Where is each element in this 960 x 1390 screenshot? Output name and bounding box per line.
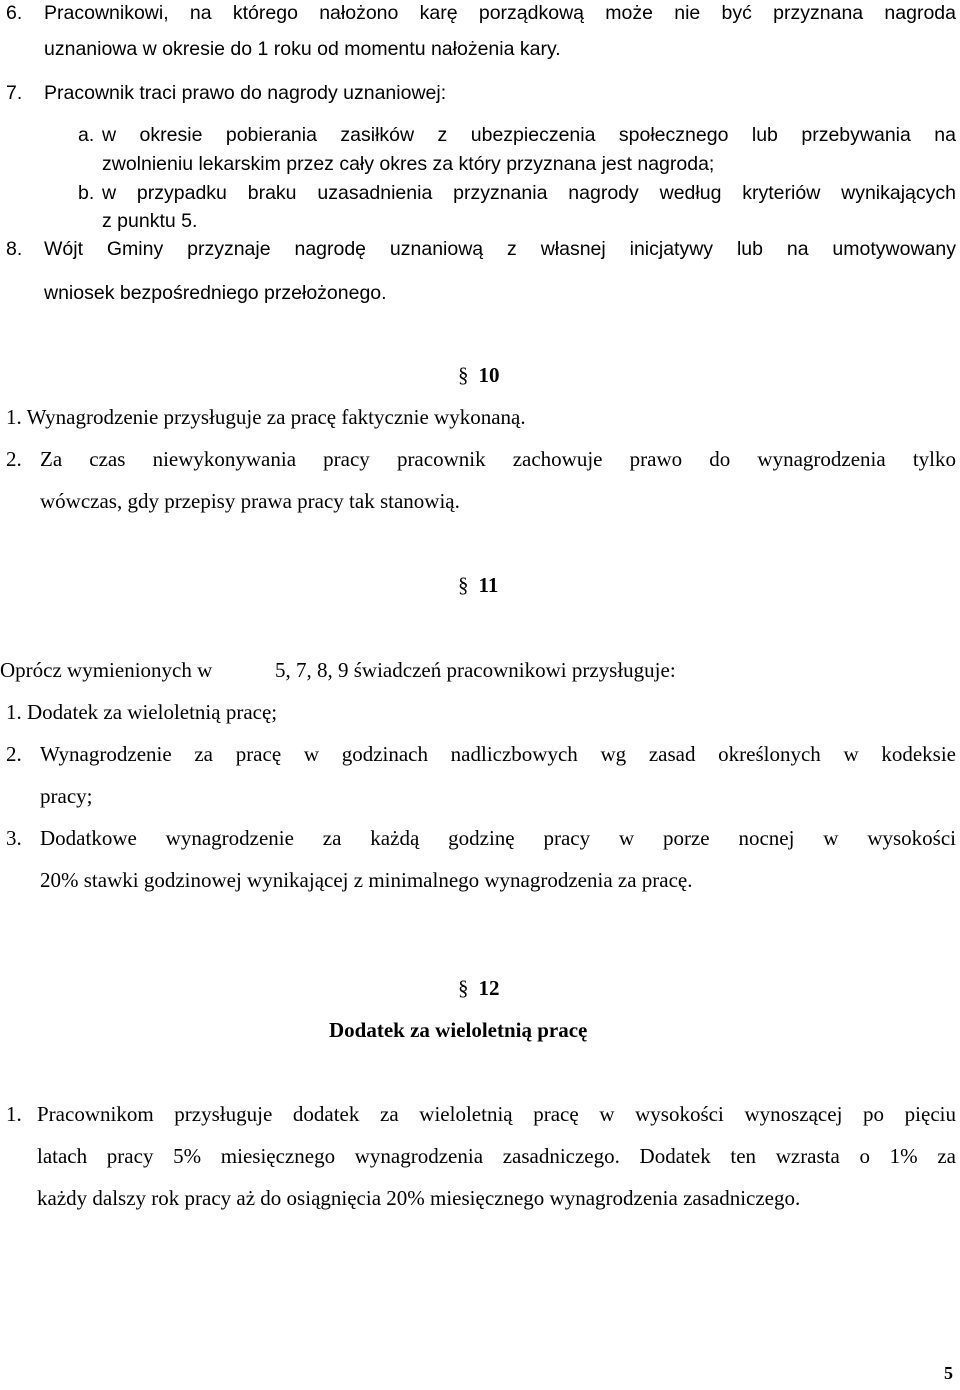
section-12-item-1-line-3: każdy dalszy rok pracy aż do osiągnięcia 20% miesięcznego wynagrodzenia zasadniczego. [37,1186,801,1210]
item-7a-line-2: zwolnieniu lekarskim przez cały okres za który przyznana jest nagroda; [102,153,715,175]
section-12-item-1-line-1: Pracownikom przysługuje dodatek za wieloletnią pracę w wysokości wynoszącej po pięciu [37,1102,956,1126]
item-8-line-2: wniosek bezpośredniego przełożonego. [44,282,387,304]
item-6-line-1: Pracownikowi, na którego nałożono karę porządkową może nie być przyznana nagroda [44,2,956,24]
section-10-item-1: 1. Wynagrodzenie przysługuje za pracę faktycznie wykonaną. [6,405,526,429]
item-7a-line-1: w okresie pobierania zasiłków z ubezpieczenia społecznego lub przebywania na [102,124,956,146]
section-symbol: § [458,363,469,387]
section-10-number: 10 [478,363,500,387]
section-10-heading [458,362,500,388]
section-12-heading [458,975,500,1001]
section-11-item-3-line-2: 20% stawki godzinowej wynikającej z minimalnego wynagrodzenia za pracę. [40,868,693,892]
section-11-intro-part-1: Oprócz wymienionych w [0,658,213,682]
section-11-item-3-number: 3. [6,826,22,850]
section-10-item-2-number: 2. [6,447,22,471]
item-7b-line-1: w przypadku braku uzasadnienia przyznania nagrody według kryteriów wynikających [102,182,956,204]
section-11-intro-part-2: 5, 7, 8, 9 świadczeń pracownikowi przysługuje: [275,658,676,682]
item-7-number: 7. [6,82,23,104]
section-11-item-3-line-1: Dodatkowe wynagrodzenie za każdą godzinę pracy w porze nocnej w wysokości [40,826,956,850]
section-10-item-2-line-2: wówczas, gdy przepisy prawa pracy tak stanowią. [40,489,460,513]
item-7b-letter: b. [78,182,95,204]
item-8-number: 8. [6,238,23,260]
item-7a-letter: a. [78,124,95,146]
section-11-item-2-number: 2. [6,742,22,766]
section-12-item-1-number: 1. [6,1102,22,1126]
section-11-item-2-line-2: pracy; [40,784,93,808]
section-symbol: § [458,573,469,597]
item-8-line-1: Wójt Gminy przyznaje nagrodę uznaniową z własnej inicjatywy lub na umotywowany [44,238,956,260]
section-11-heading [458,572,498,598]
item-6-number: 6. [6,2,23,24]
section-12-number: 12 [478,976,500,1000]
item-7b-line-2: z punktu 5. [102,210,198,232]
section-12-title: Dodatek za wieloletnią pracę [329,1018,588,1042]
section-10-item-2-line-1: Za czas niewykonywania pracy pracownik zachowuje prawo do wynagrodzenia tylko [40,447,956,471]
section-11-number: 11 [478,573,499,597]
page-number: 5 [944,1363,953,1383]
section-symbol: § [458,976,469,1000]
item-6-line-2: uznaniowa w okresie do 1 roku od momentu nałożenia kary. [44,38,561,60]
section-11-item-2-line-1: Wynagrodzenie za pracę w godzinach nadliczbowych wg zasad określonych w kodeksie [40,742,956,766]
section-11-item-1: 1. Dodatek za wieloletnią pracę; [6,700,278,724]
item-7-text: Pracownik traci prawo do nagrody uznaniowej: [44,82,447,104]
section-12-item-1-line-2: latach pracy 5% miesięcznego wynagrodzenia zasadniczego. Dodatek ten wzrasta o 1% za [37,1144,956,1168]
